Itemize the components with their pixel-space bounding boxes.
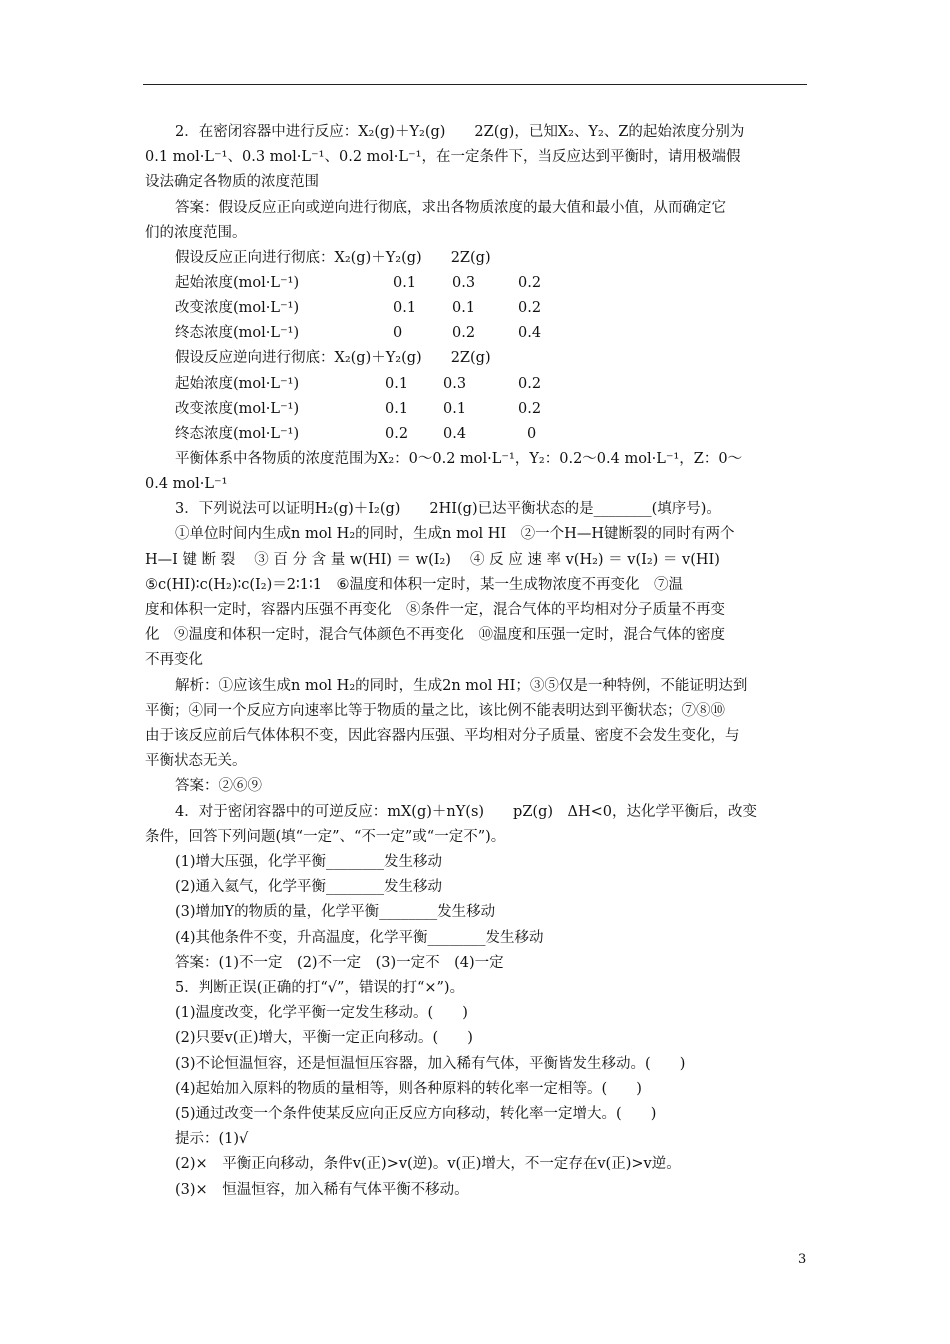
q3-line-5: 度和体积一定时，容器内压强不再变化 ⑧条件一定，混合气体的平均相对分子质量不再变: [145, 602, 725, 618]
q4-item-1: (1)增大压强，化学平衡________发生移动: [175, 854, 443, 870]
q3-line-1: 3．下列说法可以证明H₂(g)＋I₂(g) 2HI(g)已达平衡状态的是________(填序号)。: [175, 501, 721, 517]
x2-value: 0.1: [393, 275, 417, 291]
q4-item-3: (3)增加Y的物质的量，化学平衡________发生移动: [175, 904, 496, 920]
q2-line-2: 0.1 mol·L⁻¹、0.3 mol·L⁻¹、0.2 mol·L⁻¹，在一定条件下，当反应达到平衡时，请用极端假: [145, 149, 741, 165]
q3-line-3: H—I 键 断 裂 ③ 百 分 含 量 w(HI) ＝ w(I₂) ④ 反 应 速 率 v(H₂) ＝ v(I₂) ＝ v(HI): [145, 552, 720, 568]
forward-assumption: 假设反应正向进行彻底：X₂(g)＋Y₂(g) 2Z(g): [175, 250, 491, 266]
y2-value: 0.4: [443, 426, 467, 442]
z-value: 0.2: [518, 300, 542, 316]
row-label: 终态浓度(mol·L⁻¹): [175, 426, 300, 442]
x2-value: 0.1: [393, 300, 417, 316]
page-number: 3: [798, 1252, 807, 1267]
y2-value: 0.1: [452, 300, 476, 316]
q5-item-3: (3)不论恒温恒容，还是恒温恒压容器，加入稀有气体，平衡皆发生移动。( ): [175, 1056, 686, 1072]
q3-line-7: 不再变化: [145, 652, 203, 668]
x2-value: 0: [393, 325, 403, 341]
z-value: 0.2: [518, 376, 542, 392]
q4-item-4: (4)其他条件不变，升高温度，化学平衡________发生移动: [175, 930, 544, 946]
q4-answer: 答案：(1)不一定 (2)不一定 (3)一定不 (4)一定: [175, 955, 504, 971]
q5-item-4: (4)起始加入原料的物质的量相等，则各种原料的转化率一定相等。( ): [175, 1081, 642, 1097]
q3-line-6: 化 ⑨温度和体积一定时，混合气体颜色不再变化 ⑩温度和压强一定时，混合气体的密度: [145, 627, 725, 643]
z-value: 0.4: [518, 325, 542, 341]
row-label: 起始浓度(mol·L⁻¹): [175, 275, 300, 291]
q3-analysis-2: 平衡；④同一个反应方向速率比等于物质的量之比，该比例不能表明达到平衡状态；⑦⑧⑩: [145, 703, 725, 719]
x2-value: 0.1: [385, 401, 409, 417]
z-value: 0.2: [518, 275, 542, 291]
q3-line-4: ⑤c(HI)∶c(H₂)∶c(I₂)＝2∶1∶1 ⑥温度和体积一定时，某一生成物浓度不再变化 ⑦温: [145, 577, 683, 593]
q5-hint-3: (3)× 恒温恒容，加入稀有气体平衡不移动。: [175, 1182, 469, 1198]
q5-hint-2: (2)× 平衡正向移动，条件v(正)>v(逆)。v(正)增大，不一定存在v(正)>v逆。: [175, 1156, 681, 1172]
q5-line-1: 5．判断正误(正确的打“√”，错误的打“×”)。: [175, 980, 465, 996]
row-label: 改变浓度(mol·L⁻¹): [175, 401, 300, 417]
q2-answer-1: 答案：假设反应正向或逆向进行彻底，求出各物质浓度的最大值和最小值，从而确定它: [175, 200, 726, 216]
q2-line-1: 2．在密闭容器中进行反应：X₂(g)＋Y₂(g) 2Z(g)，已知X₂、Y₂、Z的起始浓度分别为: [175, 124, 745, 140]
y2-value: 0.1: [443, 401, 467, 417]
reverse-assumption: 假设反应逆向进行彻底：X₂(g)＋Y₂(g) 2Z(g): [175, 350, 491, 366]
q2-answer-2: 们的浓度范围。: [145, 225, 247, 241]
row-label: 终态浓度(mol·L⁻¹): [175, 325, 300, 341]
q3-analysis-4: 平衡状态无关。: [145, 753, 247, 769]
q4-line-2: 条件，回答下列问题(填“一定”、“不一定”或“一定不”)。: [145, 829, 506, 845]
y2-value: 0.2: [452, 325, 476, 341]
row-label: 改变浓度(mol·L⁻¹): [175, 300, 300, 316]
row-label: 起始浓度(mol·L⁻¹): [175, 376, 300, 392]
q2-line-3: 设法确定各物质的浓度范围: [145, 174, 319, 190]
z-value: 0.2: [518, 401, 542, 417]
y2-value: 0.3: [452, 275, 476, 291]
x2-value: 0.2: [385, 426, 409, 442]
z-value: 0: [527, 426, 537, 442]
q5-item-1: (1)温度改变，化学平衡一定发生移动。( ): [175, 1005, 468, 1021]
q5-item-2: (2)只要v(正)增大，平衡一定正向移动。( ): [175, 1030, 473, 1046]
q4-item-2: (2)通入氦气，化学平衡________发生移动: [175, 879, 443, 895]
q5-hint-1: 提示：(1)√: [175, 1131, 249, 1147]
q5-item-5: (5)通过改变一个条件使某反应向正反应方向移动，转化率一定增大。( ): [175, 1106, 657, 1122]
range-line-1: 平衡体系中各物质的浓度范围为X₂：0～0.2 mol·L⁻¹，Y₂：0.2～0.4 mol·L⁻¹，Z：0～: [175, 451, 743, 467]
q3-analysis-1: 解析：①应该生成n mol H₂的同时，生成2n mol HI；③⑤仅是一种特例，不能证明达到: [175, 678, 748, 694]
q3-analysis-3: 由于该反应前后气体体积不变，因此容器内压强、平均相对分子质量、密度不会发生变化，与: [145, 728, 740, 744]
x2-value: 0.1: [385, 376, 409, 392]
range-line-2: 0.4 mol·L⁻¹: [145, 476, 228, 492]
q3-line-2: ①单位时间内生成n mol H₂的同时，生成n mol HI ②一个H—H键断裂的同时有两个: [175, 526, 735, 542]
q3-answer: 答案：②⑥⑨: [175, 778, 262, 794]
y2-value: 0.3: [443, 376, 467, 392]
header-rule: [143, 84, 807, 85]
q4-line-1: 4．对于密闭容器中的可逆反应：mX(g)＋nY(s) pZ(g) ΔH<0，达化学平衡后，改变: [175, 804, 758, 820]
